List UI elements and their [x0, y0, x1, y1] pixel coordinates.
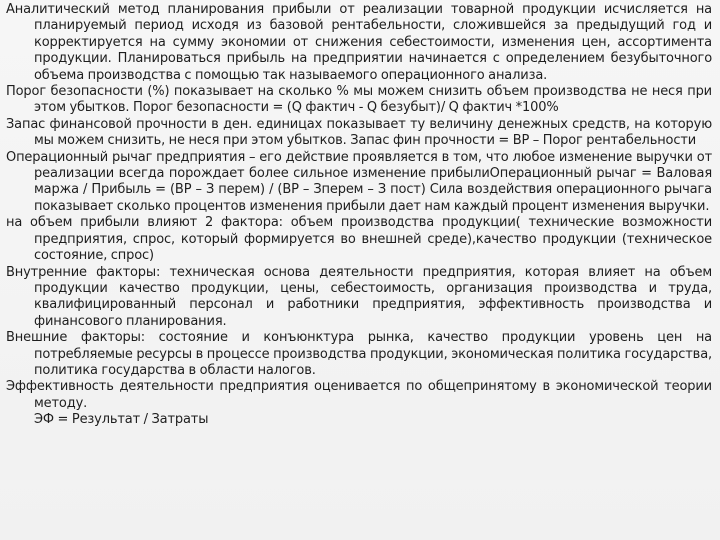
paragraph-profit-factors: на объем прибыли влияют 2 фактора: объем производства продукции( технические возможности предприятия, спрос, который формируется во внешней среде),качество продукции (техническое состояние, спрос)	[6, 215, 712, 264]
paragraph-operating-leverage: Операционный рычаг предприятия – его действие проявляется в том, что любое изменение выручки от реализации всегда порождает более сильное изменение прибылиОперационный рычаг = Валовая маржа / Прибыль = (ВР – З перем) / (ВР – Зперем – З пост) Сила воздействия операционного рычага показывает сколько процентов изменения прибыли дает нам каждый процент изменения выручки.	[6, 149, 712, 214]
efficiency-formula: ЭФ = Результат / Затраты	[34, 412, 209, 428]
paragraph-safety-threshold: Порог безопасности (%) показывает на сколько % мы можем снизить объем производства не неся при этом убытков. Порог безопасности = (Q фактич - Q безубыт)/ Q фактич *100%	[6, 84, 712, 116]
paragraph-analytical-method: Аналитический метод планирования прибыли от реализации товарной продукции исчисляется на планируемый период исходя из базовой рентабельности, сложившейся за предыдущий год и корректируется на сумму экономии от снижения себестоимости, изменения цен, ассортимента продукции. Планироваться прибыль на предприятии начинается с определением безубыточного объема производства с помощью так называемого операционного анализа.	[6, 2, 712, 83]
paragraph-efficiency	[6, 379, 712, 428]
efficiency-text: Эффективность деятельности предприятия оценивается по общепринятому в экономической теории методу.	[6, 379, 712, 411]
paragraph-financial-margin: Запас финансовой прочности в ден. единицах показывает ту величину денежных средств, на которую мы можем снизить, не неся при этом убытков. Запас фин прочности = ВР – Порог рентабельности	[6, 116, 712, 149]
paragraph-external-factors: Внешние факторы: состояние и конъюнктура рынка, качество продукции уровень цен на потребляемые ресурсы в процессе производства продукции, экономическая политика государства, политика государства в области налогов.	[6, 330, 712, 378]
paragraph-internal-factors: Внутренние факторы: техническая основа деятельности предприятия, которая влияет на объем продукции качество продукции, цены, себестоимость, организация производства и труда, квалифицированный персонал и работники предприятия, эффективность производства и финансового планирования.	[6, 264, 712, 329]
